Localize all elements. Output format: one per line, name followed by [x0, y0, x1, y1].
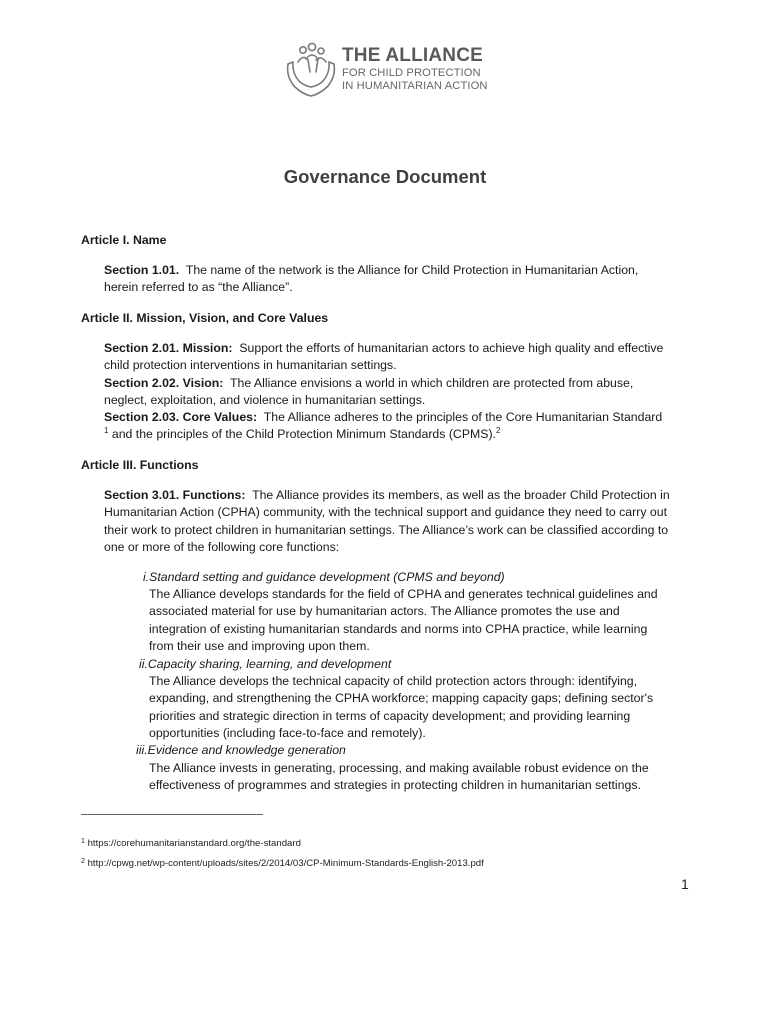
function-1-line: integration of existing humanitarian standards and norms into CPHA practice, while learning	[149, 622, 648, 636]
page-number: 1	[681, 876, 689, 892]
function-2-title: ii.Capacity sharing, learning, and development	[139, 657, 392, 671]
alliance-logo	[284, 42, 504, 102]
section-3-01-text: The Alliance provides its members, as well as the broader Child Protection in	[252, 488, 670, 502]
function-2-line: opportunities (including face-to-face and remotely).	[149, 726, 426, 740]
section-2-01-text-line2: child protection interventions in humanitarian settings.	[104, 358, 397, 372]
function-3-line: effectiveness of programmes and strategies in protecting children in humanitarian settings.	[149, 778, 641, 792]
hands-holding-children-icon	[284, 42, 338, 100]
footnote-ref-2[interactable]: 2	[495, 426, 501, 435]
logo-title: THE ALLIANCE	[342, 45, 484, 66]
section-1-01-text: The name of the network is the Alliance for Child Protection in Humanitarian Action,	[185, 263, 639, 277]
section-2-02	[104, 375, 633, 392]
document-title: Governance Document	[283, 166, 487, 187]
section-3-01-text-line3: their work to protect children in humanitarian settings. The Alliance’s work can be classified according to	[104, 523, 669, 537]
section-2-02-text: The Alliance envisions a world in which children are protected from abuse,	[230, 376, 634, 390]
footnote-2-number: 2	[81, 858, 85, 865]
function-2-line: priorities and strategic direction in terms of capacity development; and providing learning	[149, 709, 631, 723]
section-2-01-text: Support the efforts of humanitarian actors to achieve high quality and effective	[239, 341, 664, 355]
function-2-line: The Alliance develops the technical capacity of child protection actors through: identifying,	[149, 674, 638, 688]
function-2-line: expanding, and strengthening the CPHA workforce; mapping capacity gaps; defining sector's	[149, 691, 654, 705]
function-1-title: i.Standard setting and guidance development (CPMS and beyond)	[143, 570, 505, 584]
section-3-01-text-line4: one or more of the following core functions:	[104, 540, 340, 554]
footnote-ref-1[interactable]: 1	[104, 426, 109, 435]
footnote-2-link[interactable]: http://cpwg.net/wp-content/uploads/sites/2/2014/03/CP-Minimum-Standards-English-2013.pdf	[87, 858, 484, 869]
function-3-line: The Alliance invests in generating, processing, and making available robust evidence on the	[149, 761, 649, 775]
section-1-01-label: Section 1.01.	[104, 263, 180, 277]
section-2-03-text-line2	[104, 426, 500, 443]
section-2-03	[104, 409, 662, 426]
section-3-01	[104, 487, 670, 504]
section-2-02-label: Section 2.02. Vision:	[104, 376, 224, 390]
section-1-01	[104, 262, 638, 279]
logo-subtitle-line2: IN HUMANITARIAN ACTION	[342, 80, 488, 92]
section-2-03-text: The Alliance adheres to the principles of the Core Humanitarian Standard	[263, 410, 663, 424]
logo-subtitle-line1: FOR CHILD PROTECTION	[342, 67, 481, 79]
footnote-divider	[81, 814, 263, 815]
section-3-01-label: Section 3.01. Functions:	[104, 488, 246, 502]
section-1-01-text-line2: herein referred to as “the Alliance”.	[104, 280, 293, 294]
section-2-01-label: Section 2.01. Mission:	[104, 341, 233, 355]
section-2-03-text-cont: and the principles of the Child Protection Minimum Standards (CPMS).	[108, 427, 496, 441]
function-1-line: from their use and improving upon them.	[149, 639, 370, 653]
section-3-01-text-line2: Humanitarian Action (CPHA) community, with the technical support and guidance they need to carry out	[104, 505, 667, 519]
section-2-02-text-line2: neglect, exploitation, and violence in humanitarian settings.	[104, 393, 426, 407]
footnote-1	[81, 838, 301, 849]
footnote-1-link[interactable]: https://corehumanitarianstandard.org/the-standard	[87, 838, 301, 849]
section-2-01	[104, 340, 663, 357]
article-1-heading: Article I. Name	[81, 233, 167, 247]
article-3-heading: Article III. Functions	[81, 458, 199, 472]
section-2-03-label: Section 2.03. Core Values:	[104, 410, 258, 424]
function-1-line: associated material for use by humanitarian actors. The Alliance promotes the use and	[149, 604, 620, 618]
function-1-line: The Alliance develops standards for the field of CPHA and generates technical guidelines and	[149, 587, 658, 601]
function-3-title: iii.Evidence and knowledge generation	[136, 743, 346, 757]
footnote-1-number: 1	[81, 838, 85, 845]
footnote-2	[81, 858, 484, 869]
article-2-heading: Article II. Mission, Vision, and Core Values	[81, 311, 329, 325]
